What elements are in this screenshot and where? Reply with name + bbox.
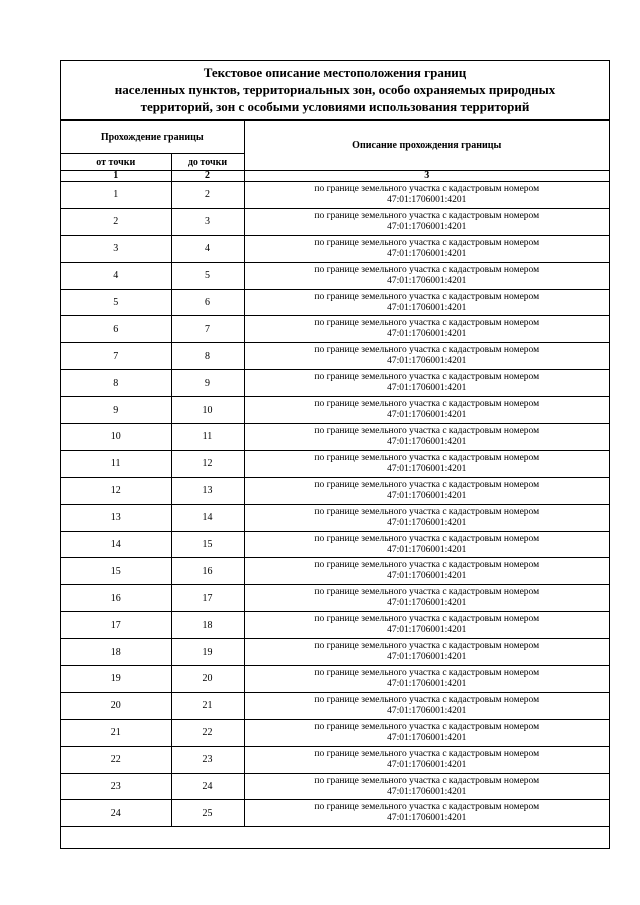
description-line-2: 47:01:1706001:4201 [387,248,467,259]
cell-to-point: 9 [171,370,244,397]
description-line-1: по границе земельного участка с кадастровым номером [314,425,540,436]
cell-to-point: 11 [171,424,244,451]
document-frame [60,60,610,849]
table-row [61,477,609,504]
table-row [61,719,609,746]
description-line-2: 47:01:1706001:4201 [387,786,467,797]
boundary-table [61,120,609,827]
cell-from-point: 11 [61,450,171,477]
cell-description [244,531,609,558]
cell-description [244,666,609,693]
cell-description [244,477,609,504]
description-line-1: по границе земельного участка с кадастровым номером [314,667,540,678]
table-row [61,746,609,773]
description-line-1: по границе земельного участка с кадастровым номером [314,291,540,302]
cell-to-point: 15 [171,531,244,558]
description-line-2: 47:01:1706001:4201 [387,221,467,232]
cell-from-point: 10 [61,424,171,451]
description-line-2: 47:01:1706001:4201 [387,383,467,394]
description-line-2: 47:01:1706001:4201 [387,678,467,689]
description-line-1: по границе земельного участка с кадастровым номером [314,560,540,571]
table-row [61,289,609,316]
cell-from-point: 23 [61,773,171,800]
description-line-2: 47:01:1706001:4201 [387,759,467,770]
table-row [61,316,609,343]
cell-to-point: 14 [171,504,244,531]
description-line-2: 47:01:1706001:4201 [387,194,467,205]
table-row [61,639,609,666]
cell-description [244,639,609,666]
title-line-2: населенных пунктов, территориальных зон, особо охраняемых природных [114,82,556,97]
cell-to-point: 2 [171,182,244,209]
cell-to-point: 18 [171,612,244,639]
header-from-point: от точки [61,154,171,171]
cell-description [244,773,609,800]
description-line-2: 47:01:1706001:4201 [387,302,467,313]
table-row [61,585,609,612]
cell-from-point: 4 [61,262,171,289]
description-line-1: по границе земельного участка с кадастровым номером [314,614,540,625]
cell-description [244,450,609,477]
table-row [61,504,609,531]
cell-to-point: 17 [171,585,244,612]
cell-to-point: 24 [171,773,244,800]
description-line-1: по границе земельного участка с кадастровым номером [314,748,540,759]
cell-to-point: 4 [171,235,244,262]
table-row [61,262,609,289]
cell-description [244,289,609,316]
cell-description [244,719,609,746]
table-row [61,208,609,235]
column-number-2: 2 [171,171,244,182]
cell-description [244,424,609,451]
title-line-1: Текстовое описание местоположения границ [203,65,467,80]
cell-description [244,585,609,612]
cell-to-point: 19 [171,639,244,666]
cell-description [244,504,609,531]
cell-description [244,343,609,370]
description-line-2: 47:01:1706001:4201 [387,490,467,501]
cell-to-point: 12 [171,450,244,477]
description-line-1: по границе земельного участка с кадастровым номером [314,533,540,544]
description-line-2: 47:01:1706001:4201 [387,598,467,609]
table-row [61,450,609,477]
cell-description [244,612,609,639]
table-row [61,558,609,585]
cell-description [244,746,609,773]
column-number-1: 1 [61,171,171,182]
table-row [61,424,609,451]
cell-from-point: 13 [61,504,171,531]
description-line-1: по границе земельного участка с кадастровым номером [314,775,540,786]
cell-from-point: 16 [61,585,171,612]
table-body [61,182,609,827]
description-line-1: по границе земельного участка с кадастровым номером [314,237,540,248]
description-line-1: по границе земельного участка с кадастровым номером [314,345,540,356]
table-row [61,235,609,262]
table-row [61,612,609,639]
cell-description [244,262,609,289]
header-to-point: до точки [171,154,244,171]
description-line-2: 47:01:1706001:4201 [387,356,467,367]
description-line-1: по границе земельного участка с кадастровым номером [314,318,540,329]
description-line-1: по границе земельного участка с кадастровым номером [314,721,540,732]
cell-from-point: 15 [61,558,171,585]
cell-from-point: 6 [61,316,171,343]
title-line-3: территорий, зон с особыми условиями использования территорий [140,99,530,114]
description-line-2: 47:01:1706001:4201 [387,813,467,824]
cell-from-point: 1 [61,182,171,209]
cell-to-point: 7 [171,316,244,343]
description-line-1: по границе земельного участка с кадастровым номером [314,372,540,383]
cell-from-point: 3 [61,235,171,262]
cell-from-point: 12 [61,477,171,504]
cell-to-point: 16 [171,558,244,585]
cell-from-point: 22 [61,746,171,773]
description-line-2: 47:01:1706001:4201 [387,705,467,716]
cell-description [244,235,609,262]
description-line-1: по границе земельного участка с кадастровым номером [314,802,540,813]
table-row [61,182,609,209]
cell-to-point: 5 [171,262,244,289]
cell-description [244,800,609,827]
description-line-1: по границе земельного участка с кадастровым номером [314,641,540,652]
cell-to-point: 13 [171,477,244,504]
description-line-2: 47:01:1706001:4201 [387,463,467,474]
description-line-1: по границе земельного участка с кадастровым номером [314,452,540,463]
header-description: Описание прохождения границы [244,121,609,171]
description-line-2: 47:01:1706001:4201 [387,544,467,555]
description-line-1: по границе земельного участка с кадастровым номером [314,399,540,410]
cell-to-point: 10 [171,397,244,424]
cell-description [244,316,609,343]
document-title [61,61,609,120]
cell-from-point: 21 [61,719,171,746]
cell-from-point: 19 [61,666,171,693]
cell-description [244,397,609,424]
description-line-2: 47:01:1706001:4201 [387,329,467,340]
description-line-2: 47:01:1706001:4201 [387,410,467,421]
cell-from-point: 8 [61,370,171,397]
cell-to-point: 25 [171,800,244,827]
cell-from-point: 5 [61,289,171,316]
description-line-2: 47:01:1706001:4201 [387,652,467,663]
cell-to-point: 23 [171,746,244,773]
table-row [61,773,609,800]
cell-description [244,692,609,719]
description-line-1: по границе земельного участка с кадастровым номером [314,694,540,705]
cell-to-point: 22 [171,719,244,746]
cell-from-point: 7 [61,343,171,370]
cell-from-point: 2 [61,208,171,235]
cell-description [244,208,609,235]
cell-to-point: 8 [171,343,244,370]
description-line-1: по границе земельного участка с кадастровым номером [314,506,540,517]
table-row [61,531,609,558]
table-row [61,343,609,370]
table-row [61,800,609,827]
table-row [61,692,609,719]
cell-from-point: 20 [61,692,171,719]
description-line-1: по границе земельного участка с кадастровым номером [314,479,540,490]
cell-description [244,370,609,397]
description-line-2: 47:01:1706001:4201 [387,625,467,636]
description-line-1: по границе земельного участка с кадастровым номером [314,183,540,194]
header-passage: Прохождение границы [61,121,244,154]
cell-to-point: 20 [171,666,244,693]
cell-from-point: 17 [61,612,171,639]
cell-from-point: 14 [61,531,171,558]
cell-from-point: 9 [61,397,171,424]
description-line-2: 47:01:1706001:4201 [387,732,467,743]
description-line-2: 47:01:1706001:4201 [387,571,467,582]
cell-to-point: 6 [171,289,244,316]
table-row [61,666,609,693]
description-line-2: 47:01:1706001:4201 [387,275,467,286]
description-line-1: по границе земельного участка с кадастровым номером [314,210,540,221]
cell-from-point: 24 [61,800,171,827]
cell-to-point: 21 [171,692,244,719]
cell-to-point: 3 [171,208,244,235]
table-row [61,397,609,424]
cell-description [244,182,609,209]
cell-description [244,558,609,585]
description-line-2: 47:01:1706001:4201 [387,517,467,528]
table-row [61,370,609,397]
column-number-3: 3 [244,171,609,182]
cell-from-point: 18 [61,639,171,666]
description-line-2: 47:01:1706001:4201 [387,436,467,447]
description-line-1: по границе земельного участка с кадастровым номером [314,264,540,275]
description-line-1: по границе земельного участка с кадастровым номером [314,587,540,598]
